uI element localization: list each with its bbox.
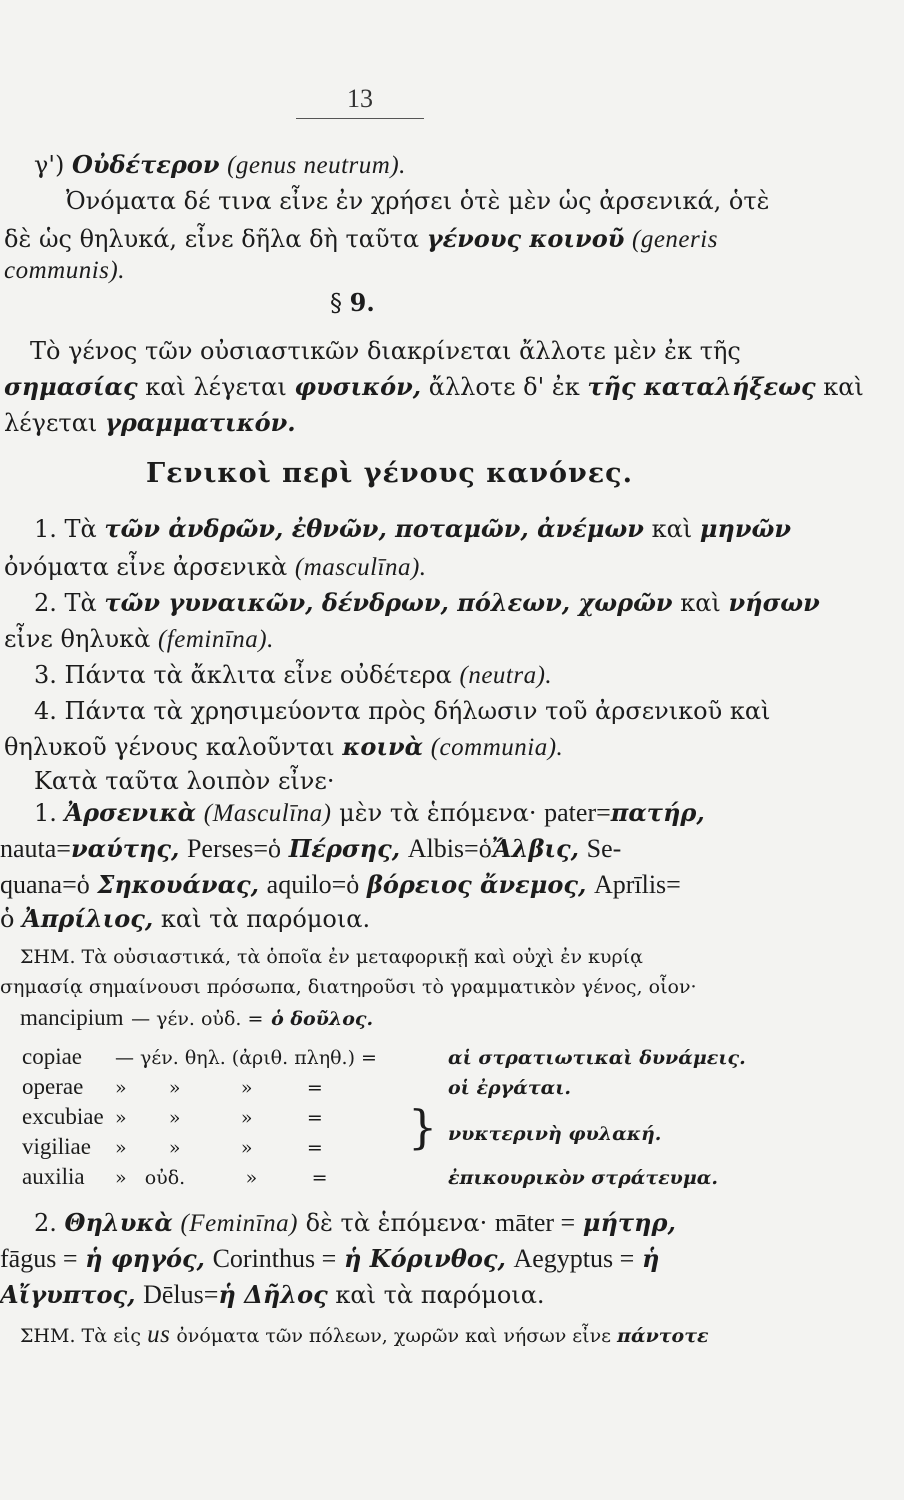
masc-text: καὶ τὰ παρόμοια.: [160, 905, 371, 933]
rule-latin: (neutra).: [459, 662, 553, 689]
rules-heading: Γενικοὶ περὶ γένους κανόνες.: [146, 458, 633, 489]
rule-term: τῶν ἀνδρῶν, ἐθνῶν, ποταμῶν, ἀνέμων: [104, 514, 644, 543]
masc-greek-word: Ἄλβις,: [491, 834, 580, 863]
page-number: 13: [347, 84, 373, 113]
table-latin: copiae: [22, 1044, 83, 1069]
note-text: — γέν. οὐδ. =: [131, 1008, 264, 1030]
masc-latin-word: quana=ὁ: [0, 870, 90, 899]
table-row: [22, 1164, 718, 1190]
rule-text: καὶ: [651, 515, 693, 543]
fem-greek-word: ἡ φηγός,: [85, 1244, 205, 1273]
table-row: [22, 1074, 571, 1100]
fem-greek-word: ἡ: [641, 1244, 660, 1273]
note-latin-word: mancipium: [20, 1005, 124, 1030]
rule-text: 2. Τὰ: [34, 589, 97, 617]
masc-greek-word: πατήρ,: [610, 798, 705, 827]
para-latin: (genus neutrum).: [227, 152, 406, 179]
fem-latin: (Feminīna): [180, 1210, 298, 1237]
rule-term: μηνῶν: [699, 514, 791, 543]
p2-term: φυσικόν,: [294, 372, 422, 401]
rule-3: [34, 660, 552, 691]
table-latin: excubiae: [22, 1104, 104, 1129]
table-latin: operae: [22, 1074, 84, 1099]
table-latin: auxilia: [22, 1164, 85, 1189]
masc-line-4: [0, 904, 370, 934]
section-number: 9.: [349, 288, 375, 317]
masc-greek-word: Σηκουάνας,: [97, 870, 260, 899]
fem-greek-word: Αἴγυπτος,: [0, 1280, 136, 1309]
table-greek: νυκτερινὴ φυλακή.: [448, 1123, 662, 1145]
masc-greek-word: Πέρσης,: [288, 834, 401, 863]
rule-text: καὶ: [680, 589, 721, 617]
rule-text: θηλυκοῦ γένους καλοῦνται: [4, 733, 335, 761]
table-greek: οἱ ἐργάται.: [448, 1077, 572, 1099]
note-term: πάντοτε: [617, 1325, 709, 1347]
rule-1-line-2: [4, 552, 427, 583]
note-1-line-2: σημασίᾳ σημαίνουσι πρόσωπα, διατηροῦσι τὸ γραμματικὸν γένος, οἷον·: [0, 976, 697, 998]
p2-text: καὶ: [823, 373, 864, 401]
rule-4-line-2: [4, 732, 563, 763]
p2-term: σημασίας: [4, 372, 138, 401]
masc-text: μὲν τὰ ἑπόμενα·: [339, 799, 537, 827]
table-mid: — γέν. θηλ. (ἀριθ. πληθ.) =: [115, 1047, 377, 1069]
table-row: [22, 1123, 662, 1160]
p2-term: γραμματικόν.: [104, 408, 296, 437]
rule-text: ὀνόματα εἶνε ἀρσενικὰ: [4, 553, 288, 581]
rule-term: νήσων: [728, 588, 820, 617]
fem-greek-word: ἡ Κόρινθος,: [343, 1244, 506, 1273]
table-mid: » » » =: [115, 1107, 323, 1129]
note-label: ΣΗΜ.: [20, 946, 76, 968]
table-greek: ἐπικουρικὸν στράτευμα.: [448, 1167, 718, 1189]
table-row: [22, 1044, 746, 1070]
masc-latin-word: nauta=: [0, 834, 71, 863]
masc-text: ὁ: [0, 905, 15, 933]
masc-line-2: [0, 834, 621, 864]
table-mid: » οὐδ. » =: [115, 1167, 328, 1189]
page-number-rule: [296, 118, 424, 119]
rule-latin: (feminīna).: [157, 626, 274, 653]
masc-line-3: [0, 870, 681, 900]
masc-latin-word: Albis=ὁ: [407, 834, 492, 863]
rule-1-line-1: [34, 514, 791, 544]
rule-latin: (communia).: [430, 734, 564, 761]
masc-greek-word: Ἀπρίλιος,: [22, 904, 154, 933]
p2-line-3: [4, 408, 296, 438]
rule-term: κοινὰ: [342, 732, 424, 761]
table-mid: » » » =: [115, 1137, 323, 1159]
p1-latin: (generis: [632, 226, 718, 253]
p2-line-1: Τὸ γένος τῶν οὐσιαστικῶν διακρίνεται ἄλλοτε μὲν ἐκ τῆς: [30, 337, 741, 365]
rule-summary: Κατὰ ταῦτα λοιπὸν εἶνε·: [34, 767, 335, 795]
masc-latin-word: Perses=ὁ: [186, 834, 282, 863]
rule-2-line-2: [4, 624, 274, 655]
rule-2-line-1: [34, 588, 820, 618]
fem-greek-word: ἡ Δῆλος: [218, 1280, 328, 1309]
rule-term: τῶν γυναικῶν, δένδρων, πόλεων, χωρῶν: [104, 588, 673, 617]
fem-greek-word: μήτηρ,: [582, 1208, 676, 1237]
p2-text: ἄλλοτε δ' ἐκ: [428, 373, 580, 401]
p1-text: δὲ ὡς θηλυκά, εἶνε δῆλα δὴ ταῦτα: [4, 225, 420, 253]
note-latin: us: [147, 1321, 171, 1348]
para-neuter-heading: [34, 150, 406, 181]
masc-term: Ἀρσενικὰ: [64, 798, 197, 827]
fem-num: 2.: [34, 1209, 57, 1237]
section-sign: §: [330, 289, 342, 317]
p1-line-2: [4, 224, 718, 255]
note-text: Τὰ οὐσιαστικά, τὰ ὁποῖα ἐν μεταφορικῇ καὶ οὐχὶ ἐν κυρίᾳ: [81, 946, 643, 968]
para-label: γ'): [34, 151, 65, 179]
para-term: Οὐδέτερον: [71, 150, 220, 179]
table-row: [22, 1104, 441, 1130]
masc-greek-word: βόρειος ἄνεμος,: [366, 870, 587, 899]
fem-latin-word: Aegyptus =: [513, 1244, 635, 1273]
fem-line-1: [34, 1208, 676, 1239]
masc-line-1: [34, 798, 705, 829]
note-1-line-3: [20, 1002, 373, 1034]
masc-latin: (Masculīna): [203, 800, 332, 827]
fem-latin-word: fāgus =: [0, 1244, 78, 1273]
p1-line-3: communis).: [4, 257, 125, 284]
fem-text: καὶ τὰ παρόμοια.: [335, 1281, 545, 1309]
fem-text: δὲ τὰ ἑπόμενα·: [305, 1209, 488, 1237]
note-text: ΣΗΜ. Τὰ εἰς: [20, 1325, 142, 1347]
fem-term: Θηλυκὰ: [64, 1208, 173, 1237]
table-greek: αἱ στρατιωτικαὶ δυνάμεις.: [448, 1047, 746, 1069]
rule-text: 1. Τὰ: [34, 515, 97, 543]
masc-latin-word: pater=: [544, 798, 611, 827]
table-latin: vigiliae: [22, 1134, 91, 1159]
fem-latin-word: Dēlus=: [143, 1280, 219, 1309]
fem-line-2: [0, 1244, 659, 1274]
p1-line-1: Ὀνόματα δέ τινα εἶνε ἐν χρήσει ὁτὲ μὲν ὡς ἀρσενικά, ὁτὲ: [66, 187, 770, 215]
masc-num: 1.: [34, 799, 57, 827]
table-mid: » » » =: [115, 1077, 323, 1099]
fem-latin-word: māter =: [494, 1208, 576, 1237]
rule-text: εἶνε θηλυκὰ: [4, 625, 151, 653]
p2-text: καὶ λέγεται: [145, 373, 287, 401]
rule-4-line-1: 4. Πάντα τὰ χρησιμεύοντα πρὸς δήλωσιν τοῦ ἀρσενικοῦ καὶ: [34, 697, 771, 725]
masc-latin-word: Aprīlis=: [593, 870, 681, 899]
fem-line-3: [0, 1280, 545, 1310]
p1-term: γένους κοινοῦ: [426, 224, 625, 253]
note-text: ὀνόματα τῶν πόλεων, χωρῶν καὶ νήσων εἶνε: [176, 1325, 611, 1347]
masc-greek-word: ναύτης,: [70, 834, 180, 863]
rule-text: 3. Πάντα τὰ ἄκλιτα εἶνε οὐδέτερα: [34, 661, 452, 689]
note-greek-word: ὁ δοῦλος.: [271, 1008, 374, 1030]
note-1-line-1: [20, 942, 643, 972]
note-2: [20, 1320, 709, 1351]
fem-latin-word: Corinthus =: [212, 1244, 337, 1273]
p2-text: λέγεται: [4, 409, 98, 437]
rule-latin: (masculīna).: [294, 554, 427, 581]
section-heading: [330, 288, 375, 317]
masc-latin-word: aquilo=ὁ: [266, 870, 360, 899]
p2-term: τῆς καταλήξεως: [587, 372, 816, 401]
masc-latin-word: Se-: [586, 834, 622, 863]
brace-symbol: }: [408, 1100, 438, 1154]
p2-line-2: [4, 372, 864, 402]
